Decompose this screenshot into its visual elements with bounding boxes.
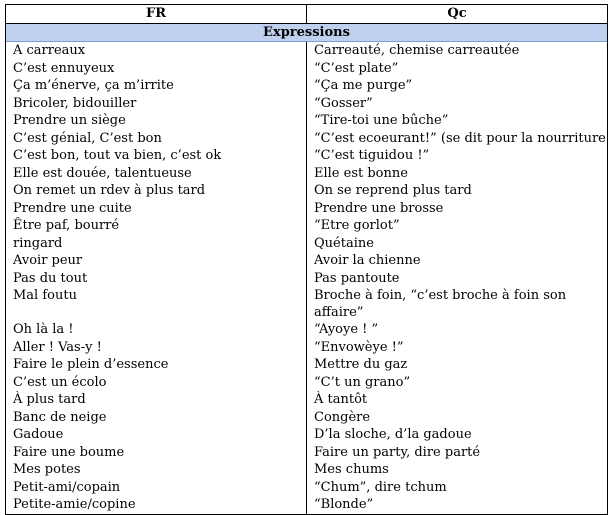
fr-cell: C’est génial, C’est bon [6,130,307,148]
qc-cell: On se reprend plus tard [314,183,472,198]
table-row [6,165,607,183]
table-row [6,270,607,288]
table-row [6,356,607,374]
table-row [6,444,607,462]
fr-cell: Avoir peur [6,252,307,270]
qc-cell: Carreauté, chemise carreautée [314,43,520,58]
qc-cell: D’la sloche, d’la gadoue [314,427,472,442]
header-qc: Qc [447,6,467,21]
table-row [6,77,607,95]
table-row [6,235,607,253]
qc-cell: Avoir la chienne [314,253,421,268]
qc-cell: “Tire-toi une bûche” [314,113,449,128]
qc-cell: “Ça me purge” [314,78,413,93]
fr-cell: A carreaux [6,42,307,60]
table-row [6,147,607,165]
fr-cell: Ça m’énerve, ça m’irrite [6,77,307,95]
qc-cell: À tantôt [314,392,368,407]
table-row [6,112,607,130]
fr-cell: On remet un rdev à plus tard [6,182,307,200]
qc-cell: Pas pantoute [314,270,400,286]
fr-cell: Mal foutu [6,287,307,321]
fr-cell: Pas du tout [6,270,307,288]
fr-cell: C’est bon, tout va bien, c’est ok [6,147,307,165]
table-row [6,217,607,235]
fr-cell: C’est ennuyeux [6,60,307,78]
table-body [6,42,607,514]
qc-cell: “C’t un grano” [314,374,411,390]
table-row [6,339,607,357]
qc-cell: “Etre gorlot” [314,218,400,233]
table-row [6,130,607,148]
qc-cell: Quétaine [314,235,374,251]
table-row [6,182,607,200]
fr-cell: Petite-amie/copine [6,496,307,514]
qc-cell: “Gosser” [314,95,373,111]
fr-cell: Petit-ami/copain [6,479,307,497]
header-fr: FR [6,5,307,23]
table-row [6,287,607,321]
table-row [6,200,607,218]
table-row [6,426,607,444]
qc-cell: “C’est tiguidou !” [314,148,430,163]
fr-cell: Bricoler, bidouiller [6,95,307,113]
fr-cell: Gadoue [6,426,307,444]
qc-cell: “Chum”, dire tchum [314,479,447,495]
table-row [6,374,607,392]
qc-cell: Mettre du gaz [314,357,408,372]
qc-cell: “Ayoye ! ” [314,322,379,337]
table-row [6,60,607,78]
qc-cell: Elle est bonne [314,165,408,181]
table-row [6,496,607,514]
fr-cell: Faire le plein d’essence [6,356,307,374]
table-row [6,321,607,339]
qc-cell: Mes chums [314,462,389,477]
fr-cell: Prendre une cuite [6,200,307,218]
fr-cell: Prendre un siège [6,112,307,130]
fr-cell: Mes potes [6,461,307,479]
qc-cell: Prendre une brosse [314,200,444,216]
fr-cell: C’est un écolo [6,374,307,392]
expressions-table [5,4,608,515]
fr-cell: Elle est douée, talentueuse [6,165,307,183]
fr-cell: ringard [6,235,307,253]
table-row [6,479,607,497]
qc-cell: “Blonde” [314,497,374,512]
fr-cell: Oh là la ! [6,321,307,339]
table-row [6,252,607,270]
table-row [6,42,607,60]
table-row [6,461,607,479]
table-row [6,95,607,113]
qc-cell: Congère [314,409,371,425]
fr-cell: Banc de neige [6,409,307,427]
table-header-row [6,5,607,24]
qc-cell: “Envowèye !” [314,339,404,355]
qc-cell: Broche à foin, “c’est broche à foin son affaire” [314,288,567,320]
qc-cell: “C’est ecoeurant!” (se dit pour la nourriture [314,130,606,146]
fr-cell: Faire une boume [6,444,307,462]
fr-cell: Être paf, bourré [6,217,307,235]
table-row [6,391,607,409]
qc-cell: Faire un party, dire parté [314,444,481,460]
table-row [6,409,607,427]
qc-cell: “C’est plate” [314,60,399,76]
section-header-expressions: Expressions [6,24,607,42]
fr-cell: À plus tard [6,391,307,409]
fr-cell: Aller ! Vas-y ! [6,339,307,357]
